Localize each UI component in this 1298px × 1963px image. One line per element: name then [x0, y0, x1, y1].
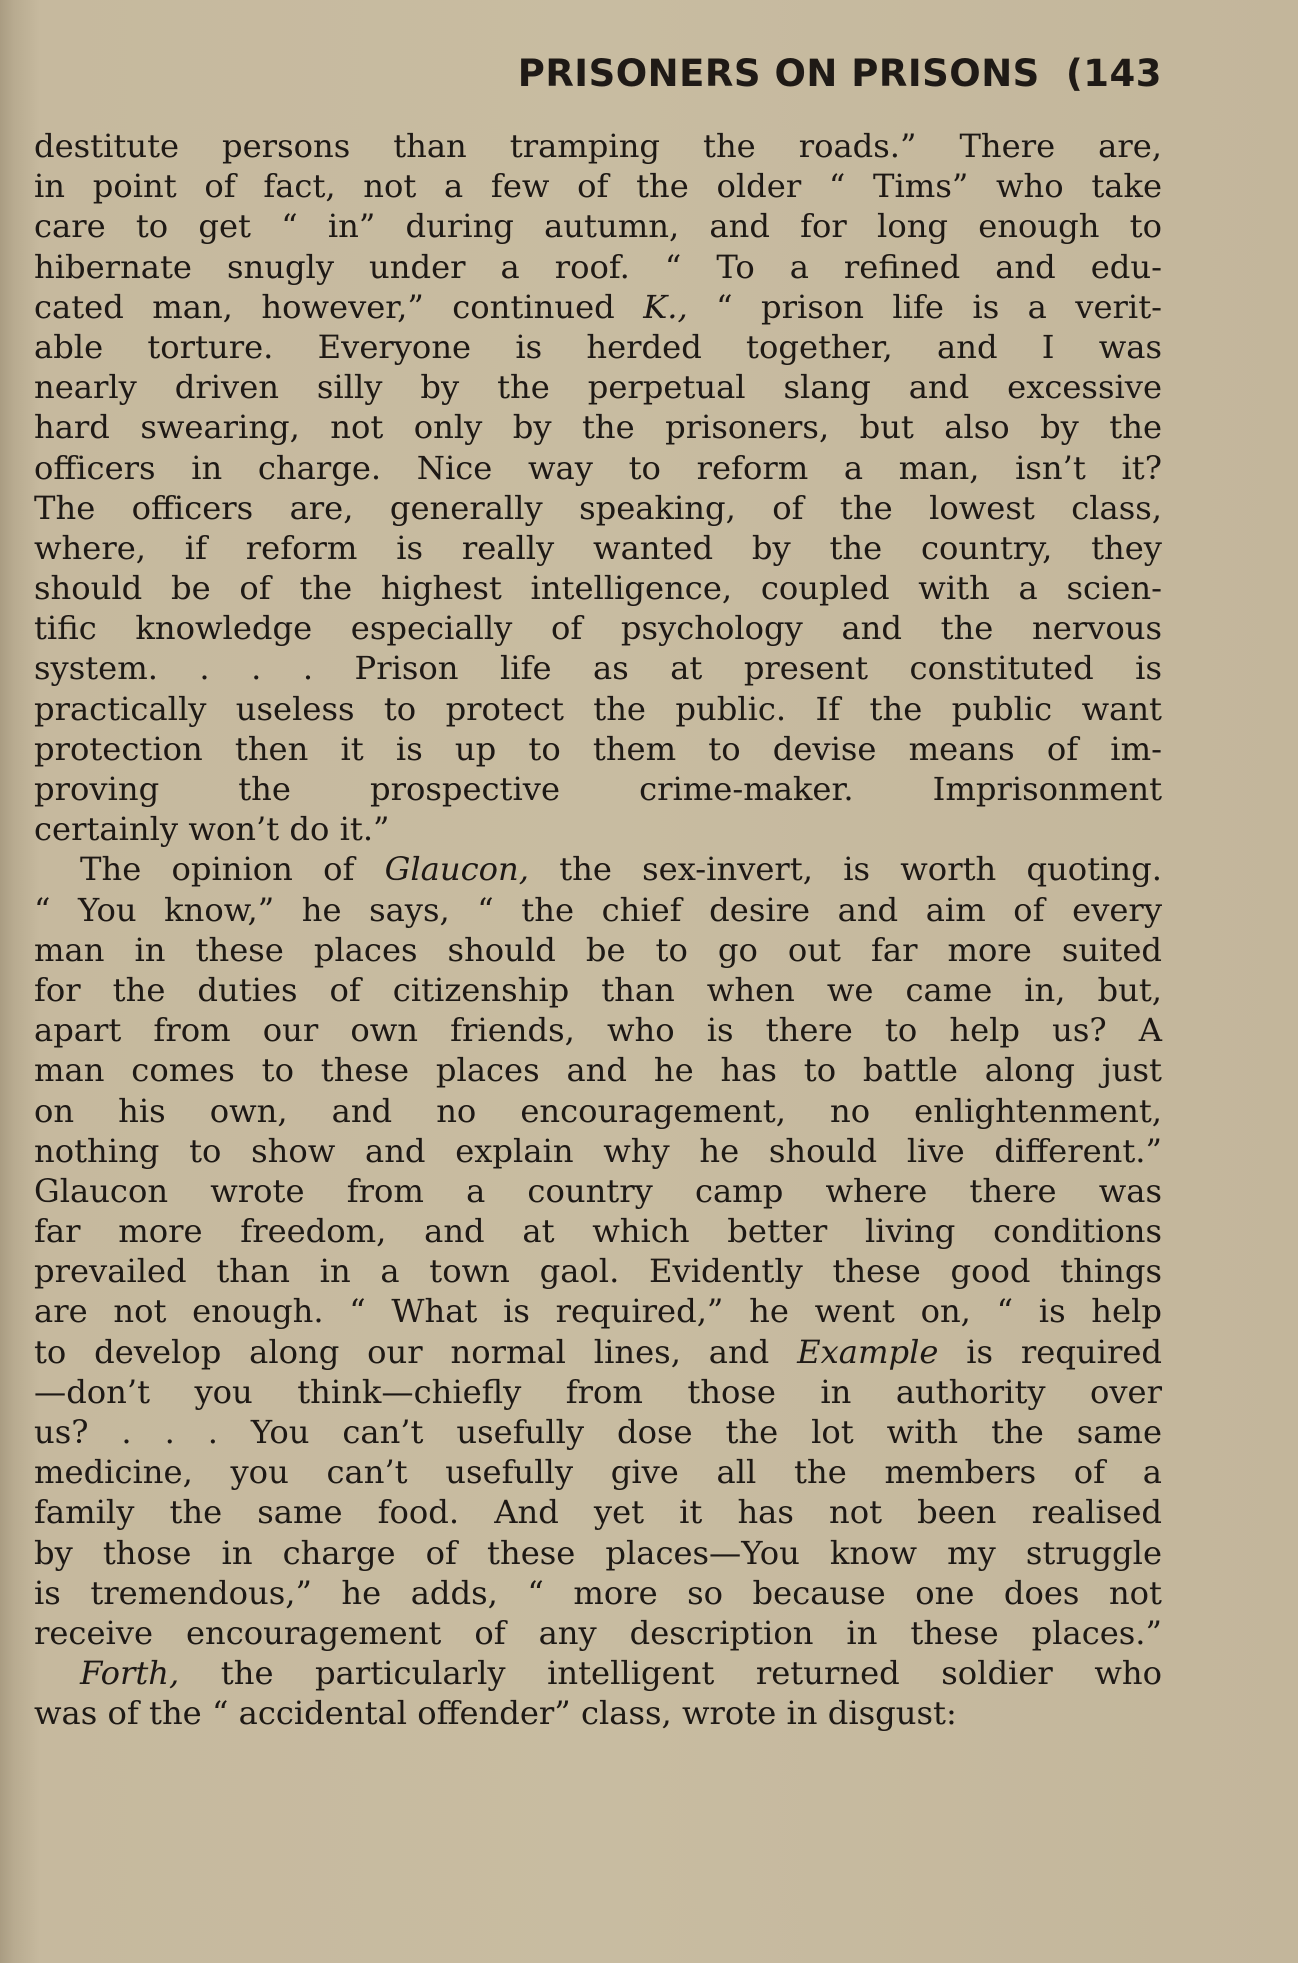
text-line: family the same food. And yet it has not been realised	[34, 1493, 1162, 1532]
text-line: hard swearing, not only by the prisoners, but also by the	[34, 408, 1162, 447]
text-line: is tremendous,” he adds, “ more so because one does not	[34, 1573, 1162, 1612]
text-line: officers in charge. Nice way to reform a man, isn’t it?	[34, 448, 1162, 487]
text-line: us? . . . You can’t usefully dose the lot with the same	[34, 1413, 1162, 1451]
text-line: hibernate snugly under a roof. “ To a refined and edu-	[34, 247, 1162, 286]
text-line: prevailed than in a town gaol. Evidently these good things	[34, 1252, 1162, 1291]
text-line: Forth, the particularly intelligent returned soldier who	[80, 1654, 1162, 1693]
text-line: The officers are, generally speaking, of the lowest class,	[34, 488, 1162, 527]
text-line: where, if reform is really wanted by the country, they	[34, 528, 1162, 567]
text-line: able torture. Everyone is herded together, and I was	[34, 327, 1162, 366]
text-line: tific knowledge especially of psychology and the nervous	[34, 609, 1162, 648]
text-line: far more freedom, and at which better living conditions	[34, 1212, 1162, 1251]
text-line: apart from our own friends, who is there to help us? A	[34, 1011, 1162, 1050]
text-line: system. . . . Prison life as at present constituted is	[34, 649, 1162, 688]
text-line: on his own, and no encouragement, no enlightenment,	[34, 1091, 1162, 1130]
running-title: PRISONERS ON PRISONS	[517, 52, 1040, 95]
body-text	[34, 126, 1162, 1734]
text-line: should be of the highest intelligence, coupled with a scien-	[34, 569, 1162, 608]
text-line: proving the prospective crime-maker. Imprisonment	[34, 770, 1162, 808]
text-line: —don’t you think—chiefly from those in authority over	[34, 1372, 1162, 1411]
text-line: by those in charge of these places—You know my struggle	[34, 1533, 1162, 1572]
text-line: are not enough. “ What is required,” he went on, “ is help	[34, 1292, 1162, 1331]
text-line: practically useless to protect the public. If the public want	[34, 689, 1162, 728]
text-line: certainly won’t do it.”	[34, 810, 390, 849]
text-line: to develop along our normal lines, and Example is required	[34, 1332, 1162, 1371]
text-line: in point of fact, not a few of the older “ Tims” who take	[34, 167, 1162, 206]
text-line: protection then it is up to them to devise means of im-	[34, 729, 1162, 768]
text-line: cated man, however,” continued K., “ prison life is a verit-	[34, 287, 1162, 326]
text-line: receive encouragement of any description in these places.”	[34, 1613, 1162, 1652]
running-head	[518, 52, 1162, 95]
text-line: Glaucon wrote from a country camp where there was	[34, 1171, 1162, 1210]
text-line: care to get “ in” during autumn, and for long enough to	[34, 207, 1162, 246]
page-number: (143	[1065, 52, 1162, 95]
text-line: destitute persons than tramping the roads.” There are,	[34, 127, 1162, 165]
text-line: man in these places should be to go out far more suited	[34, 930, 1162, 969]
text-line: medicine, you can’t usefully give all the members of a	[34, 1453, 1162, 1492]
text-line: man comes to these places and he has to battle along just	[34, 1051, 1162, 1090]
text-line: nothing to show and explain why he should live different.”	[34, 1131, 1162, 1170]
text-line: nearly driven silly by the perpetual slang and excessive	[34, 368, 1162, 407]
text-line: for the duties of citizenship than when we came in, but,	[34, 970, 1162, 1009]
text-line: The opinion of Glaucon, the sex-invert, is worth quoting.	[80, 850, 1162, 889]
text-line: “ You know,” he says, “ the chief desire and aim of every	[34, 890, 1162, 929]
text-line: was of the “ accidental offender” class, wrote in disgust:	[34, 1694, 957, 1733]
